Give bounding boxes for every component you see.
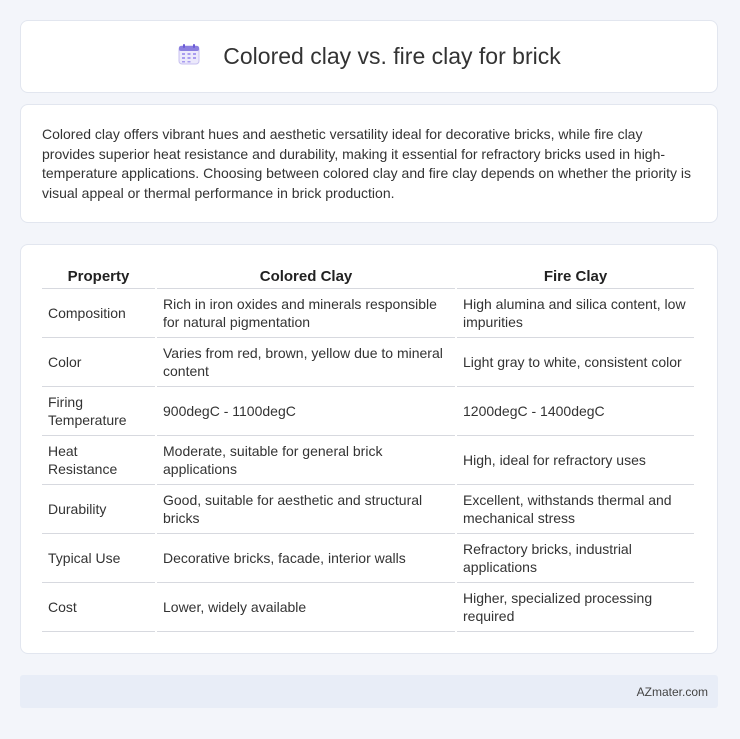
cell-colored-clay: 900degC - 1100degC <box>157 387 455 436</box>
table-header-row <box>42 264 694 289</box>
table-row <box>42 534 694 583</box>
cell-property: Cost <box>42 583 155 632</box>
comparison-table <box>40 264 696 632</box>
footer-brand: AZmater.com <box>636 684 708 699</box>
cell-colored-clay: Lower, widely available <box>157 583 455 632</box>
summary-card <box>20 104 718 223</box>
cell-property: Heat Resistance <box>42 436 155 485</box>
table-card <box>20 244 718 654</box>
page-title: Colored clay vs. fire clay for brick <box>223 43 561 69</box>
cell-colored-clay: Moderate, suitable for general brick applications <box>157 436 455 485</box>
cell-fire-clay: Refractory bricks, industrial applications <box>457 534 694 583</box>
cell-colored-clay: Good, suitable for aesthetic and structural bricks <box>157 485 455 534</box>
cell-fire-clay: Excellent, withstands thermal and mechanical stress <box>457 485 694 534</box>
table-row <box>42 583 694 632</box>
calendar-icon <box>177 42 223 71</box>
table-row <box>42 338 694 387</box>
cell-fire-clay: Higher, specialized processing required <box>457 583 694 632</box>
cell-property: Color <box>42 338 155 387</box>
table-row <box>42 387 694 436</box>
cell-fire-clay: High, ideal for refractory uses <box>457 436 694 485</box>
cell-colored-clay: Varies from red, brown, yellow due to mineral content <box>157 338 455 387</box>
table-row <box>42 289 694 338</box>
table-row <box>42 485 694 534</box>
cell-fire-clay: Light gray to white, consistent color <box>457 338 694 387</box>
cell-property: Durability <box>42 485 155 534</box>
cell-fire-clay: High alumina and silica content, low impurities <box>457 289 694 338</box>
cell-property: Firing Temperature <box>42 387 155 436</box>
cell-fire-clay: 1200degC - 1400degC <box>457 387 694 436</box>
header-fire-clay: Fire Clay <box>457 264 694 289</box>
title-wrap <box>177 42 560 71</box>
table-row <box>42 436 694 485</box>
header-property: Property <box>42 264 155 289</box>
title-card <box>20 20 718 93</box>
header-colored-clay: Colored Clay <box>157 264 455 289</box>
cell-property: Typical Use <box>42 534 155 583</box>
cell-property: Composition <box>42 289 155 338</box>
footer-bar <box>20 675 718 708</box>
cell-colored-clay: Decorative bricks, facade, interior walls <box>157 534 455 583</box>
cell-colored-clay: Rich in iron oxides and minerals responsible for natural pigmentation <box>157 289 455 338</box>
summary-text: Colored clay offers vibrant hues and aesthetic versatility ideal for decorative bricks, while fire clay provides superior heat resistance and durability, making it essential for refractory bricks used in high-temperature applications. Choosing between colored clay and fire clay depends on whether the priority is visual appeal or thermal performance in brick production. <box>42 126 692 201</box>
